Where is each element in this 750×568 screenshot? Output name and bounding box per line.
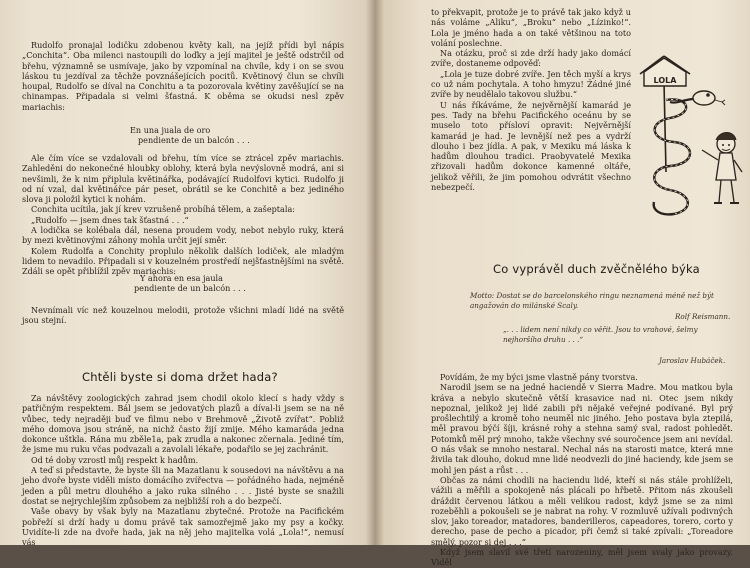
poem-line: pendiente de un balcón . . . bbox=[138, 135, 250, 146]
paragraph: „Rudolfo — jsem dnes tak šťastná . . .“ bbox=[31, 214, 189, 225]
paragraph: Když jsem slavil své třetí narozeniny, měl jsem svaly jako provazy. Viděl bbox=[431, 547, 733, 568]
paragraph: Vaše obavy by však byly na Mazatlanu zbytečné. Protože na Pacifickém pobřeží si drží hady u domu právě tak samozřejmě jako my psy a kočky. Uvidíte-li zde na dvoře hada, jak na něj jeho majitelka volá „Lola!“, nemusí vás bbox=[22, 506, 344, 548]
left-page bbox=[0, 0, 375, 548]
left-text-block-4 bbox=[22, 393, 344, 547]
motto-2-author: Jaroslav Hubáček. bbox=[659, 356, 726, 365]
section-heading: Chtěli byste si doma držet hada? bbox=[82, 370, 278, 384]
section-heading: Co vyprávěl duch zvěčnělého býka bbox=[493, 262, 700, 276]
paragraph: Ale čím více se vzdalovali od břehu, tím více se ztrácel zpěv mariachis. Zahleděni do nekonečné hloubky oblohy, která byla nevýslovně modrá, ani si nevšimli, že k nim připlula květinářka, podávající Rudolfovi kytici. Rudolfo ji od ní vzal, dal květinářce pár peset, obrátil se ke Conchitě a bez jediného slova ji položil kytici k nohám. bbox=[22, 153, 344, 205]
right-text-block-2 bbox=[431, 372, 733, 568]
paragraph: A lodička se kolébala dál, nesena proudem vody, nebot nebylo ruky, která by mezi květinovými záhony mohla určit její směr. bbox=[22, 225, 344, 246]
poem-stanza-1 bbox=[130, 125, 250, 146]
motto-text: Dostat se do barcelonského ringu neznamená méně než být angažován do milánské Scaly. bbox=[470, 291, 714, 310]
snake-under-birdhouse-sign-icon bbox=[630, 52, 748, 227]
motto-2: „. . . lidem není nikdy co věřit. Jsou to vrahové, šelmy nejhoršího druhu . . .“ bbox=[503, 325, 698, 344]
motto-1-author: Rolf Reismann. bbox=[675, 312, 731, 321]
paragraph: Od té doby vzrostl můj respekt k hadům. bbox=[31, 454, 199, 465]
poem-stanza-2 bbox=[134, 273, 246, 294]
motto-label: Motto: bbox=[470, 291, 495, 300]
paragraph: „Lola je tuze dobré zvíře. Jen těch myší a krys co už nám pochytala. A toho hmyzu! Žádné jiné zvíře by neudělalo takovou službu.“ bbox=[431, 68, 631, 100]
paragraph: A teď si představte, že byste šli na Mazatlanu k sousedovi na návštěvu a na jeho dvoře byste viděli místo domácího zvířectva — pořádného hada, nejméně jeden a půl metru dlouhého a jako ruka silného . . . Jisté byste se snažili dostat se nejrychlejším způsobem za nejbližší roh a do bezpečí. bbox=[22, 465, 344, 506]
paragraph: Conchita ucítila, jak jí krev vzrušeně probíhá tělem, a zašeptala: bbox=[31, 204, 296, 215]
poem-line: En una juala de oro bbox=[130, 125, 211, 135]
motto-1 bbox=[470, 291, 732, 310]
right-text-block-1 bbox=[431, 7, 631, 192]
book-gutter bbox=[366, 0, 384, 545]
poem-line: pendiente de un balcón . . . bbox=[134, 283, 246, 294]
poem-line: Y ahora en esa jaula bbox=[140, 273, 223, 283]
left-text-block-1 bbox=[22, 40, 344, 112]
paragraph: Narodil jsem se na jedné haciendě v Sierra Madre. Mou matkou byla kráva a nebylo skutečně větší krasavice nad ni. Otec jsem nikdy nepoznal, jelikož jej lidé zabili při nějaké veřejné podívané. Byl prý prošlechtilý a kromě toho neuměl nic jiného. Jeho postava byla ztepilá, měl pravou býčí šíji, krásné rohy a stehna samý sval, radost pohledět. Potomků měl prý mnoho, takže všechny své souročence jsem ani nevídal. O nás však se mnoho nestaral. Nechal nás na starosti matce, která mne živila tak dlouho, dokud mne lidé neodvezli do jiné haciendy, kde jsem se mohl jen pást a růst . . . bbox=[431, 382, 733, 475]
sign-text: LOLA bbox=[653, 76, 677, 85]
paragraph: Povídám, že my býci jsme vlastně pány tvorstva. bbox=[440, 372, 638, 382]
left-text-block-2 bbox=[22, 153, 344, 277]
left-text-block-3 bbox=[22, 305, 344, 326]
paragraph: to překvapit, protože je to právě tak jako když u nás voláme „Aliku“, „Broku“ nebo „Lízinko!“. Lola je jméno hada a on také většinou na toto volání poslechne. bbox=[431, 7, 631, 48]
paragraph: Rudolfo pronajal lodičku zdobenou květy kali, na jejíž přídi byl nápis „Conchita“. Oba milenci nastoupili do loďky a její majitel je ještě odstrčil od břehu, významně se usmívaje, jako by vzpomínal na chvíle, kdy i on se svou láskou tu jezdíval za těchže povznášejících pocitů. Květinový člun se chvíli houpal, Rudolfo se díval na Conchitu a ta pozorovala květiny zavěšující se na chinampas. Připadala si velmi šťastná. K oběma se okudsi nesl zpěv mariachis: bbox=[22, 40, 344, 112]
paragraph: Kolem Rudolfa a Conchity proplulo několik dalších lodiček, ale mladým lidem to nevadilo. Připadali si v kouzelném prostředí nejšťastnějšími na světě. Zdáli se opět přiblížil zpěv mariachis: bbox=[22, 245, 344, 277]
paragraph: Za návštěvy zoologických zahrad jsem chodil okolo klecí s hady vždy s patřičným respektem. Bál jsem se jedovatých plazů a díval-li jsem se na ně vůbec, tedy nejraději buď ve filmu nebo v Brehmově „Životě zvířat“. Pobliž mého domova jsou stráně, na nichž často žijí zmije. Mého kamaráda jedna dokonce uštkla. Rána mu zběle1a, pak zrudla a nakonec zčernala. Jediné tím, že jsme mu ruku včas podvazali a zavolali lékaře, podařilo se jej zachránit. bbox=[22, 393, 344, 455]
paragraph: Na otázku, proč si zde drží hady jako domácí zvíře, dostaneme odpověď: bbox=[431, 48, 631, 69]
paragraph: U nás říkáváme, že nejvěrnější kamarád je pes. Tady na břehu Pacifického oceánu by se muselo toto přísloví opravit: Nejvěrnější kamarád je had. Je levnější než pes a vydrží dlouho i bez jídla. A pak, v Mexiku má láska k hadům dlouhou tradici. Praobyvatelé Mexika zřizovali hadům dokonce kamenné oltáře, jelikož věřili, že jim pomohou odvrátit všechno nebezpečí. bbox=[431, 99, 631, 193]
paragraph: Občas za námi chodili na haciendu lidé, kteří si nás stále prohlíželi, vážili a měřili a spokojeně nás plácali po hřbetě. Přitom nás zkoušeli dráždit červenou látkou a měli velikou radost, když jsme se za nimi rozeběhli a pokoušeli se je nabrat na rohy. V rozmluvě užívali podivných slov, jako toreador, matadores, banderilleros, capeadores, torero, corto y derecho, pase de pecho a picador, při čemž si také zpívali: „Toreadore smělý, pozor si dej . . .“ bbox=[431, 474, 733, 547]
paragraph: Nevnímali víc než kouzelnou melodii, protože všichni mladí lidé na světě jsou stejní. bbox=[22, 305, 344, 326]
